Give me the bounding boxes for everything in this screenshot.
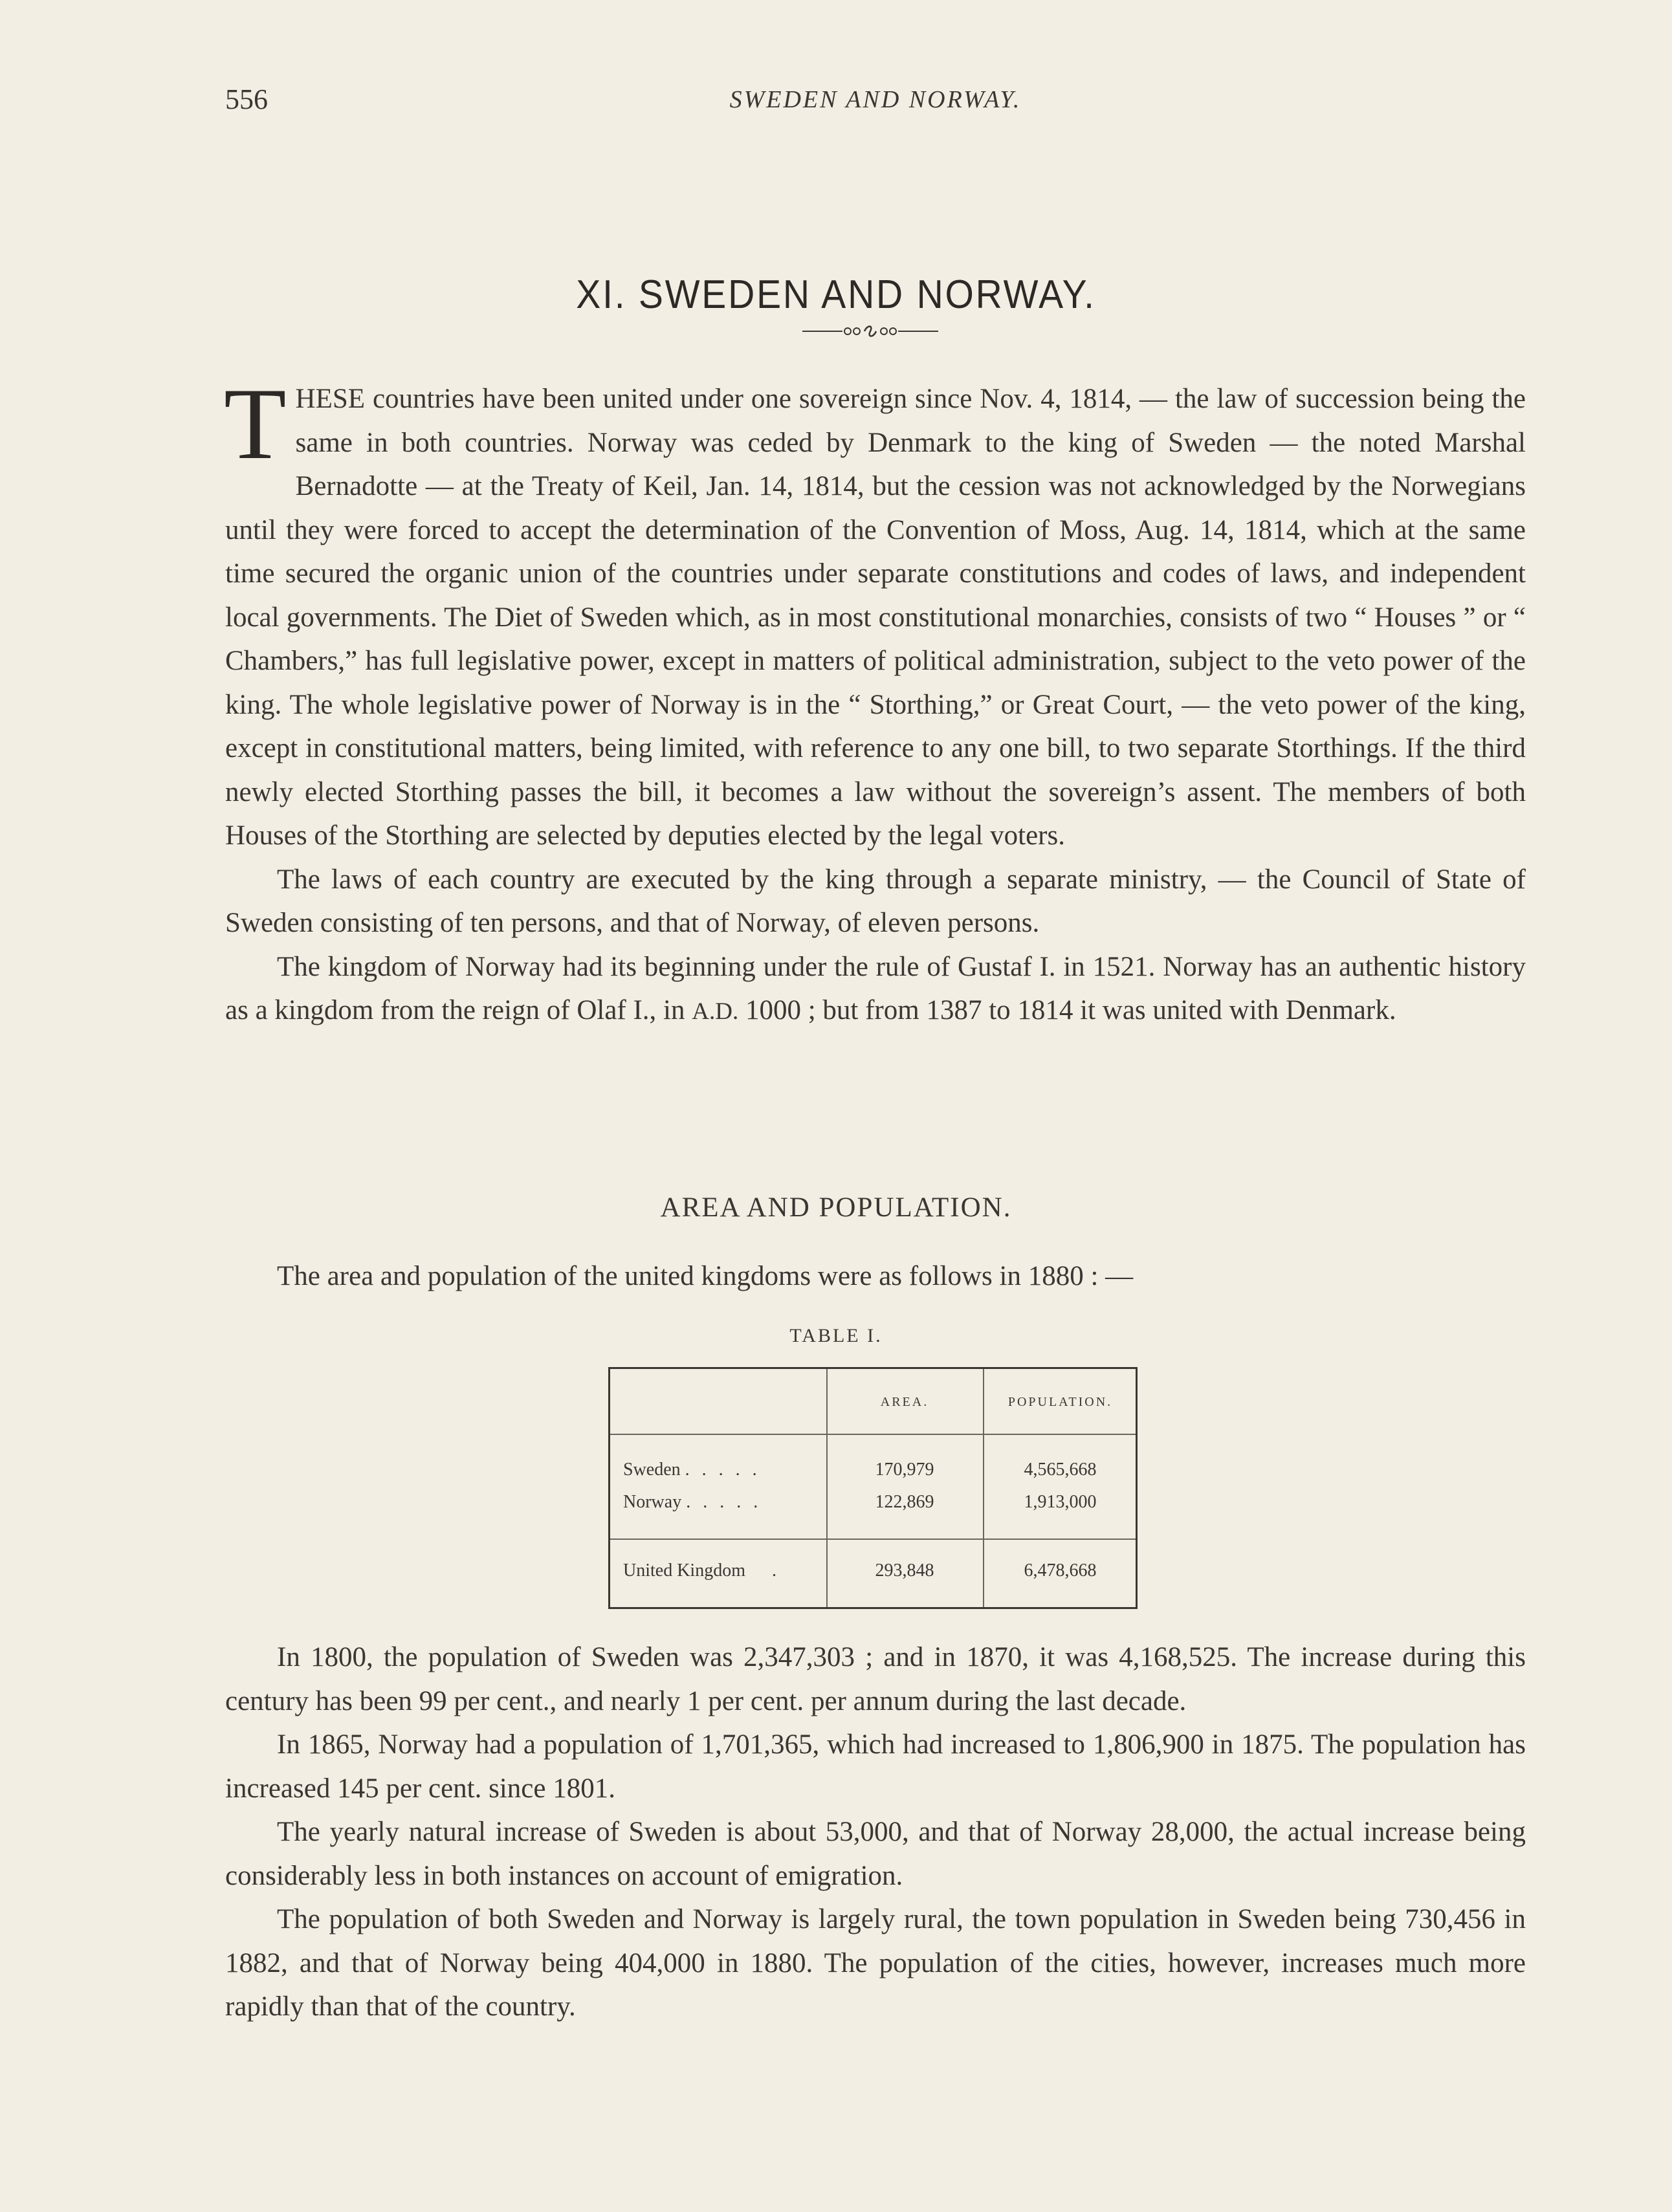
paragraph-6: The yearly natural increase of Sweden is about 53,000, and that of Norway 28,000, the actual increase being considerably less in both instances on account of emigration. [225, 1817, 1526, 1891]
main-text [224, 367, 1526, 1034]
paragraph-7: The population of both Sweden and Norway is largely rural, the town population in Sweden being 730,456 in 1882, and that of Norway being 404,000 in 1880. The population of the cities, however, increases much more rapidly than that of the country. [225, 1904, 1526, 2022]
total-area: 293,848 [875, 1560, 934, 1581]
running-title: SWEDEN AND NORWAY. [729, 86, 1022, 113]
row-name: Sweden . . . . . [623, 1460, 761, 1480]
row-area: 170,979 [875, 1460, 934, 1480]
section-heading: AREA AND POPULATION. [660, 1192, 1012, 1223]
era-abbrev: A.D. [692, 998, 739, 1025]
after-table-text [225, 1636, 1526, 2029]
header-area: AREA. [880, 1395, 929, 1409]
table-intro: The area and population of the united kingdoms were as follows in 1880 : — [277, 1261, 1134, 1291]
paragraph-2: The laws of each country are executed by the king through a separate ministry, — the Council of State of Sweden consisting of ten persons, and that of Norway, of eleven persons. [225, 864, 1526, 938]
table-caption: TABLE I. [789, 1325, 883, 1346]
paragraph-1-text: HESE countries have been united under one sovereign since Nov. 4, 1814, — the law of succession being the same in both countries. Norway was ceded by Denmark to the king of Sweden — the noted Marshal Bernadotte — at the Treaty of Keil, Jan. 14, 1814, but the cession was not acknowledged by the Norwegians until they were forced to accept the determination of the Convention of Moss, Aug. 14, 1814, which at the same time secured the organic union of the countries under separate constitutions and codes of laws, and independent local governments. The Diet of Sweden which, as in most constitutional monarchies, consists of two “ Houses ” or “ Chambers,” has full legislative power, except in matters of political administration, subject to the veto power of the king. The whole legislative power of Norway is in the “ Storthing,” or Great Court, — the veto power of the king, except in constitutional matters, being limited, with reference to any one bill, to two separate Storthings. If the third newly elected Storthing passes the bill, it becomes a law without the sovereign’s assent. The members of both Houses of the Storthing are selected by deputies elected by the legal voters. [225, 384, 1526, 851]
area-population-table [608, 1367, 1138, 1609]
paragraph-5: In 1865, Norway had a population of 1,701,365, which had increased to 1,806,900 in 1875. The population has increased 145 per cent. since 1801. [225, 1729, 1526, 1804]
row-population: 4,565,668 [1024, 1460, 1097, 1480]
page-number: 556 [225, 83, 268, 115]
paragraph-1 [224, 367, 1526, 858]
row-population: 1,913,000 [1024, 1492, 1097, 1512]
table-row-divider [610, 1434, 1136, 1435]
paragraph-4: In 1800, the population of Sweden was 2,347,303 ; and in 1870, it was 4,168,525. The increase during this century has been 99 per cent., and nearly 1 per cent. per annum during the last decade. [225, 1642, 1526, 1716]
total-name: United Kingdom . [623, 1560, 780, 1581]
row-name: Norway . . . . . [623, 1492, 762, 1512]
chapter-title: XI. SWEDEN AND NORWAY. [576, 272, 1096, 317]
row-area: 122,869 [875, 1492, 934, 1512]
ornament-divider-icon [802, 323, 938, 339]
paragraph-3-text-a: The kingdom of Norway had its beginning under the rule of Gustaf I. in 1521. Norway has an authentic history as a kingdom from the reign of Olaf I., in [225, 951, 1526, 1025]
header-population: POPULATION. [1007, 1395, 1113, 1409]
running-head [225, 83, 1526, 122]
drop-cap: T [224, 367, 287, 481]
paragraph-3 [225, 945, 1526, 1034]
paragraph-3-text-b: 1000 ; but from 1387 to 1814 it was united with Denmark. [745, 995, 1396, 1025]
total-population: 6,478,668 [1024, 1560, 1097, 1581]
table-row-divider [610, 1539, 1136, 1540]
